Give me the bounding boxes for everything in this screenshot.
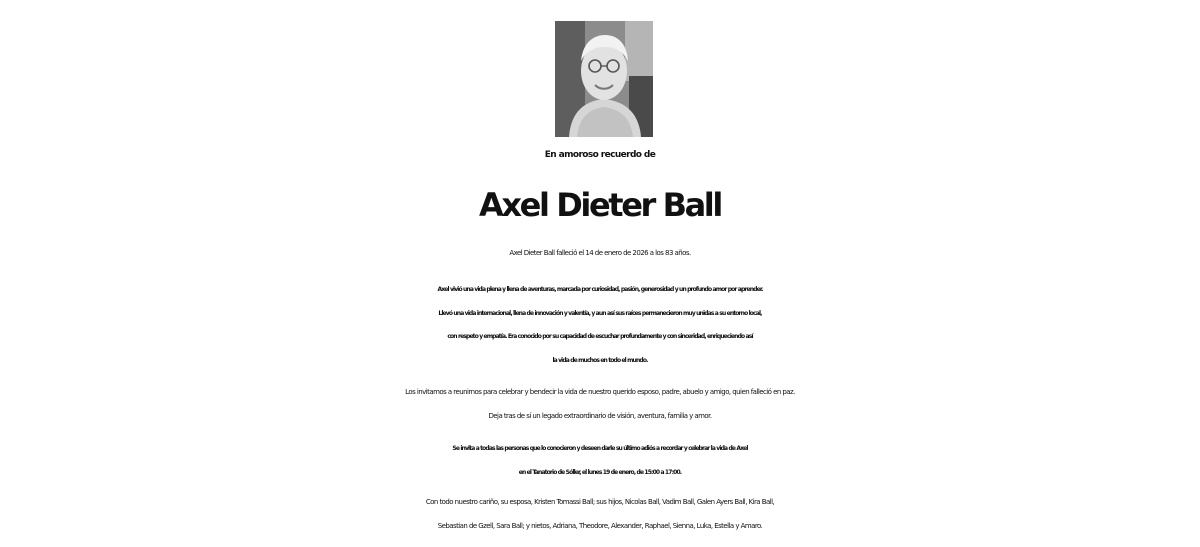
event-details bbox=[0, 437, 1200, 484]
event-line: en el Tanatorio de Sóller, el lunes 19 de enero, de 15:00 a 17:00. bbox=[518, 468, 682, 476]
event-line: Se invita a todas las personas que lo conocieron y deseen darle su último adiós a recordar y celebrar la vida de Axel bbox=[452, 445, 748, 452]
death-announcement bbox=[0, 242, 1200, 266]
family-signature bbox=[0, 491, 1200, 538]
life-line: la vida de muchos en todo el mundo. bbox=[552, 356, 648, 364]
family-line: Con todo nuestro cariño, su esposa, Kristen Tomassi Ball; sus hijos, Nicolas Ball, Vadim Ball, Galen Ayers Ball, Kira Ball, bbox=[425, 498, 775, 506]
life-paragraph bbox=[0, 278, 1200, 372]
invitation-paragraph bbox=[0, 381, 1200, 428]
family-line: Sebastian de Gzell, Sara Ball; y nietos, Adriana, Theodore, Alexander, Raphael, Sienna, Luka, Estella y Amaro. bbox=[437, 521, 763, 530]
announcement-line: Axel Dieter Ball falleció el 14 de enero de 2026 a los 83 años. bbox=[509, 249, 691, 257]
deceased-name: Axel Dieter Ball bbox=[479, 186, 721, 224]
life-line: Llevó una vida internacional, llena de innovación y valentía, y aun así sus raíces permanecieron muy unidas a su entorno local, bbox=[438, 309, 762, 317]
invitation-line: Los invitamos a reunirnos para celebrar y bendecir la vida de nuestro querido esposo, padre, abuelo y amigo, quien falleció en paz. bbox=[405, 388, 795, 396]
invitation-line: Deja tras de sí un legado extraordinario de visión, aventura, familia y amor. bbox=[488, 411, 712, 420]
intro-heading: En amoroso recuerdo de bbox=[544, 150, 656, 160]
portrait-photo bbox=[555, 21, 653, 137]
life-line: Axel vivió una vida plena y llena de aventuras, marcada por curiosidad, pasión, generosidad y un profundo amor por aprender. bbox=[437, 286, 763, 293]
life-line: con respeto y empatía. Era conocido por su capacidad de escuchar profundamente y con sinceridad, enriqueciendo así bbox=[447, 333, 753, 340]
portrait-image bbox=[555, 21, 653, 137]
